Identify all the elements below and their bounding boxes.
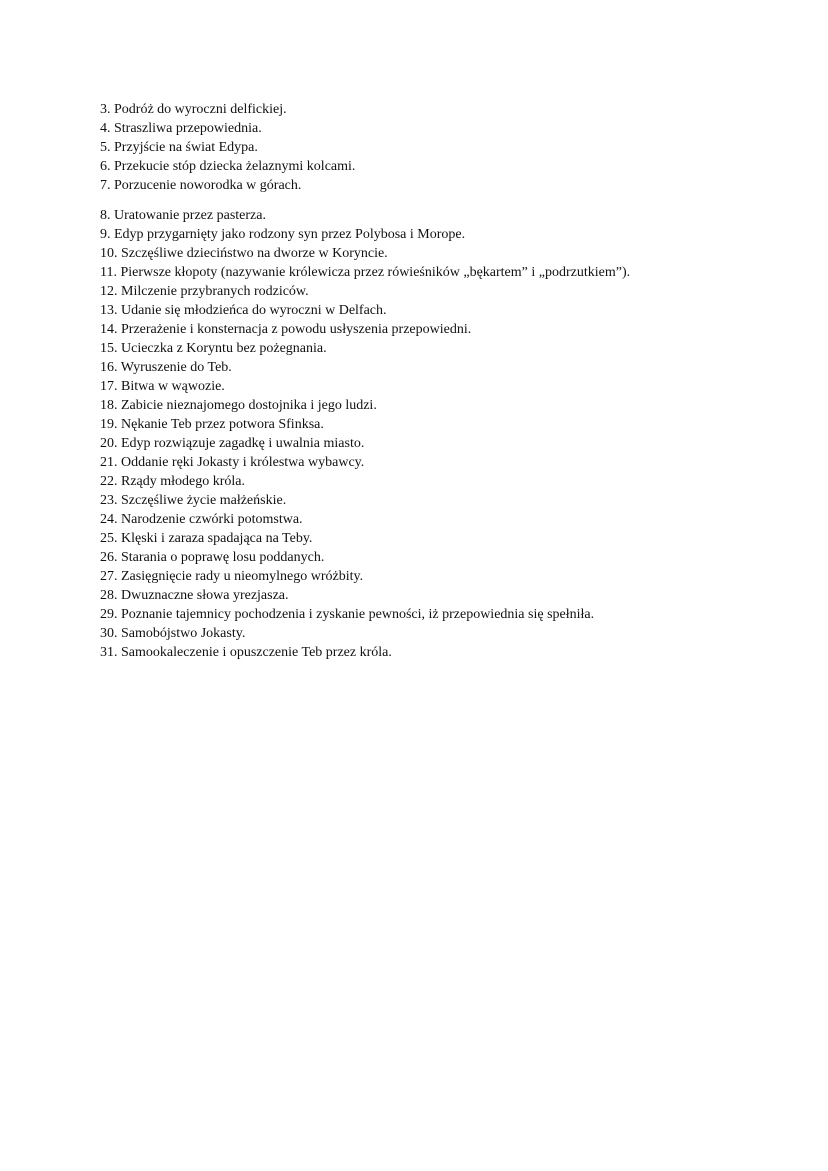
- list-item: 20. Edyp rozwiązuje zagadkę i uwalnia miasto.: [100, 436, 365, 451]
- list-item: 29. Poznanie tajemnicy pochodzenia i zyskanie pewności, iż przepowiednia się spełniła.: [100, 607, 595, 622]
- list-item: 21. Oddanie ręki Jokasty i królestwa wybawcy.: [100, 455, 365, 470]
- list-item: 8. Uratowanie przez pasterza.: [100, 208, 266, 223]
- list-item: 5. Przyjście na świat Edypa.: [100, 140, 258, 155]
- list-item: 7. Porzucenie noworodka w górach.: [100, 178, 302, 193]
- plot-events-list: [100, 100, 630, 662]
- list-item: 19. Nękanie Teb przez potwora Sfinksa.: [100, 417, 324, 432]
- list-item: 11. Pierwsze kłopoty (nazywanie królewicza przez rówieśników „bękartem” i „podrzutkiem”).: [100, 265, 631, 280]
- list-item: 27. Zasięgnięcie rady u nieomylnego wróżbity.: [100, 569, 364, 584]
- list-item: 22. Rządy młodego króla.: [100, 474, 246, 489]
- list-item: 3. Podróż do wyroczni delfickiej.: [100, 102, 287, 117]
- list-item: 31. Samookaleczenie i opuszczenie Teb przez króla.: [100, 645, 392, 660]
- list-item: 18. Zabicie nieznajomego dostojnika i jego ludzi.: [100, 398, 377, 413]
- list-item: 14. Przerażenie i konsternacja z powodu usłyszenia przepowiedni.: [100, 322, 472, 337]
- list-item: 10. Szczęśliwe dzieciństwo na dworze w Koryncie.: [100, 246, 388, 261]
- list-item: 6. Przekucie stóp dziecka żelaznymi kolcami.: [100, 159, 356, 174]
- list-item: 24. Narodzenie czwórki potomstwa.: [100, 512, 303, 527]
- list-item: 17. Bitwa w wąwozie.: [100, 379, 225, 394]
- list-item: 28. Dwuznaczne słowa yrezjasza.: [100, 588, 289, 603]
- list-item: 4. Straszliwa przepowiednia.: [100, 121, 262, 136]
- list-item: 13. Udanie się młodzieńca do wyroczni w Delfach.: [100, 303, 387, 318]
- list-item: 23. Szczęśliwe życie małżeńskie.: [100, 493, 287, 508]
- list-item: 9. Edyp przygarnięty jako rodzony syn przez Polybosa i Morope.: [100, 227, 466, 242]
- list-item: 26. Starania o poprawę losu poddanych.: [100, 550, 325, 565]
- list-group-2: [100, 206, 630, 662]
- spacer: [100, 195, 630, 206]
- list-item: 12. Milczenie przybranych rodziców.: [100, 284, 309, 299]
- list-item: 25. Klęski i zaraza spadająca na Teby.: [100, 531, 313, 546]
- list-item: 30. Samobójstwo Jokasty.: [100, 626, 246, 641]
- list-item: 15. Ucieczka z Koryntu bez pożegnania.: [100, 341, 327, 356]
- list-item: 16. Wyruszenie do Teb.: [100, 360, 232, 375]
- list-group-1: [100, 100, 630, 195]
